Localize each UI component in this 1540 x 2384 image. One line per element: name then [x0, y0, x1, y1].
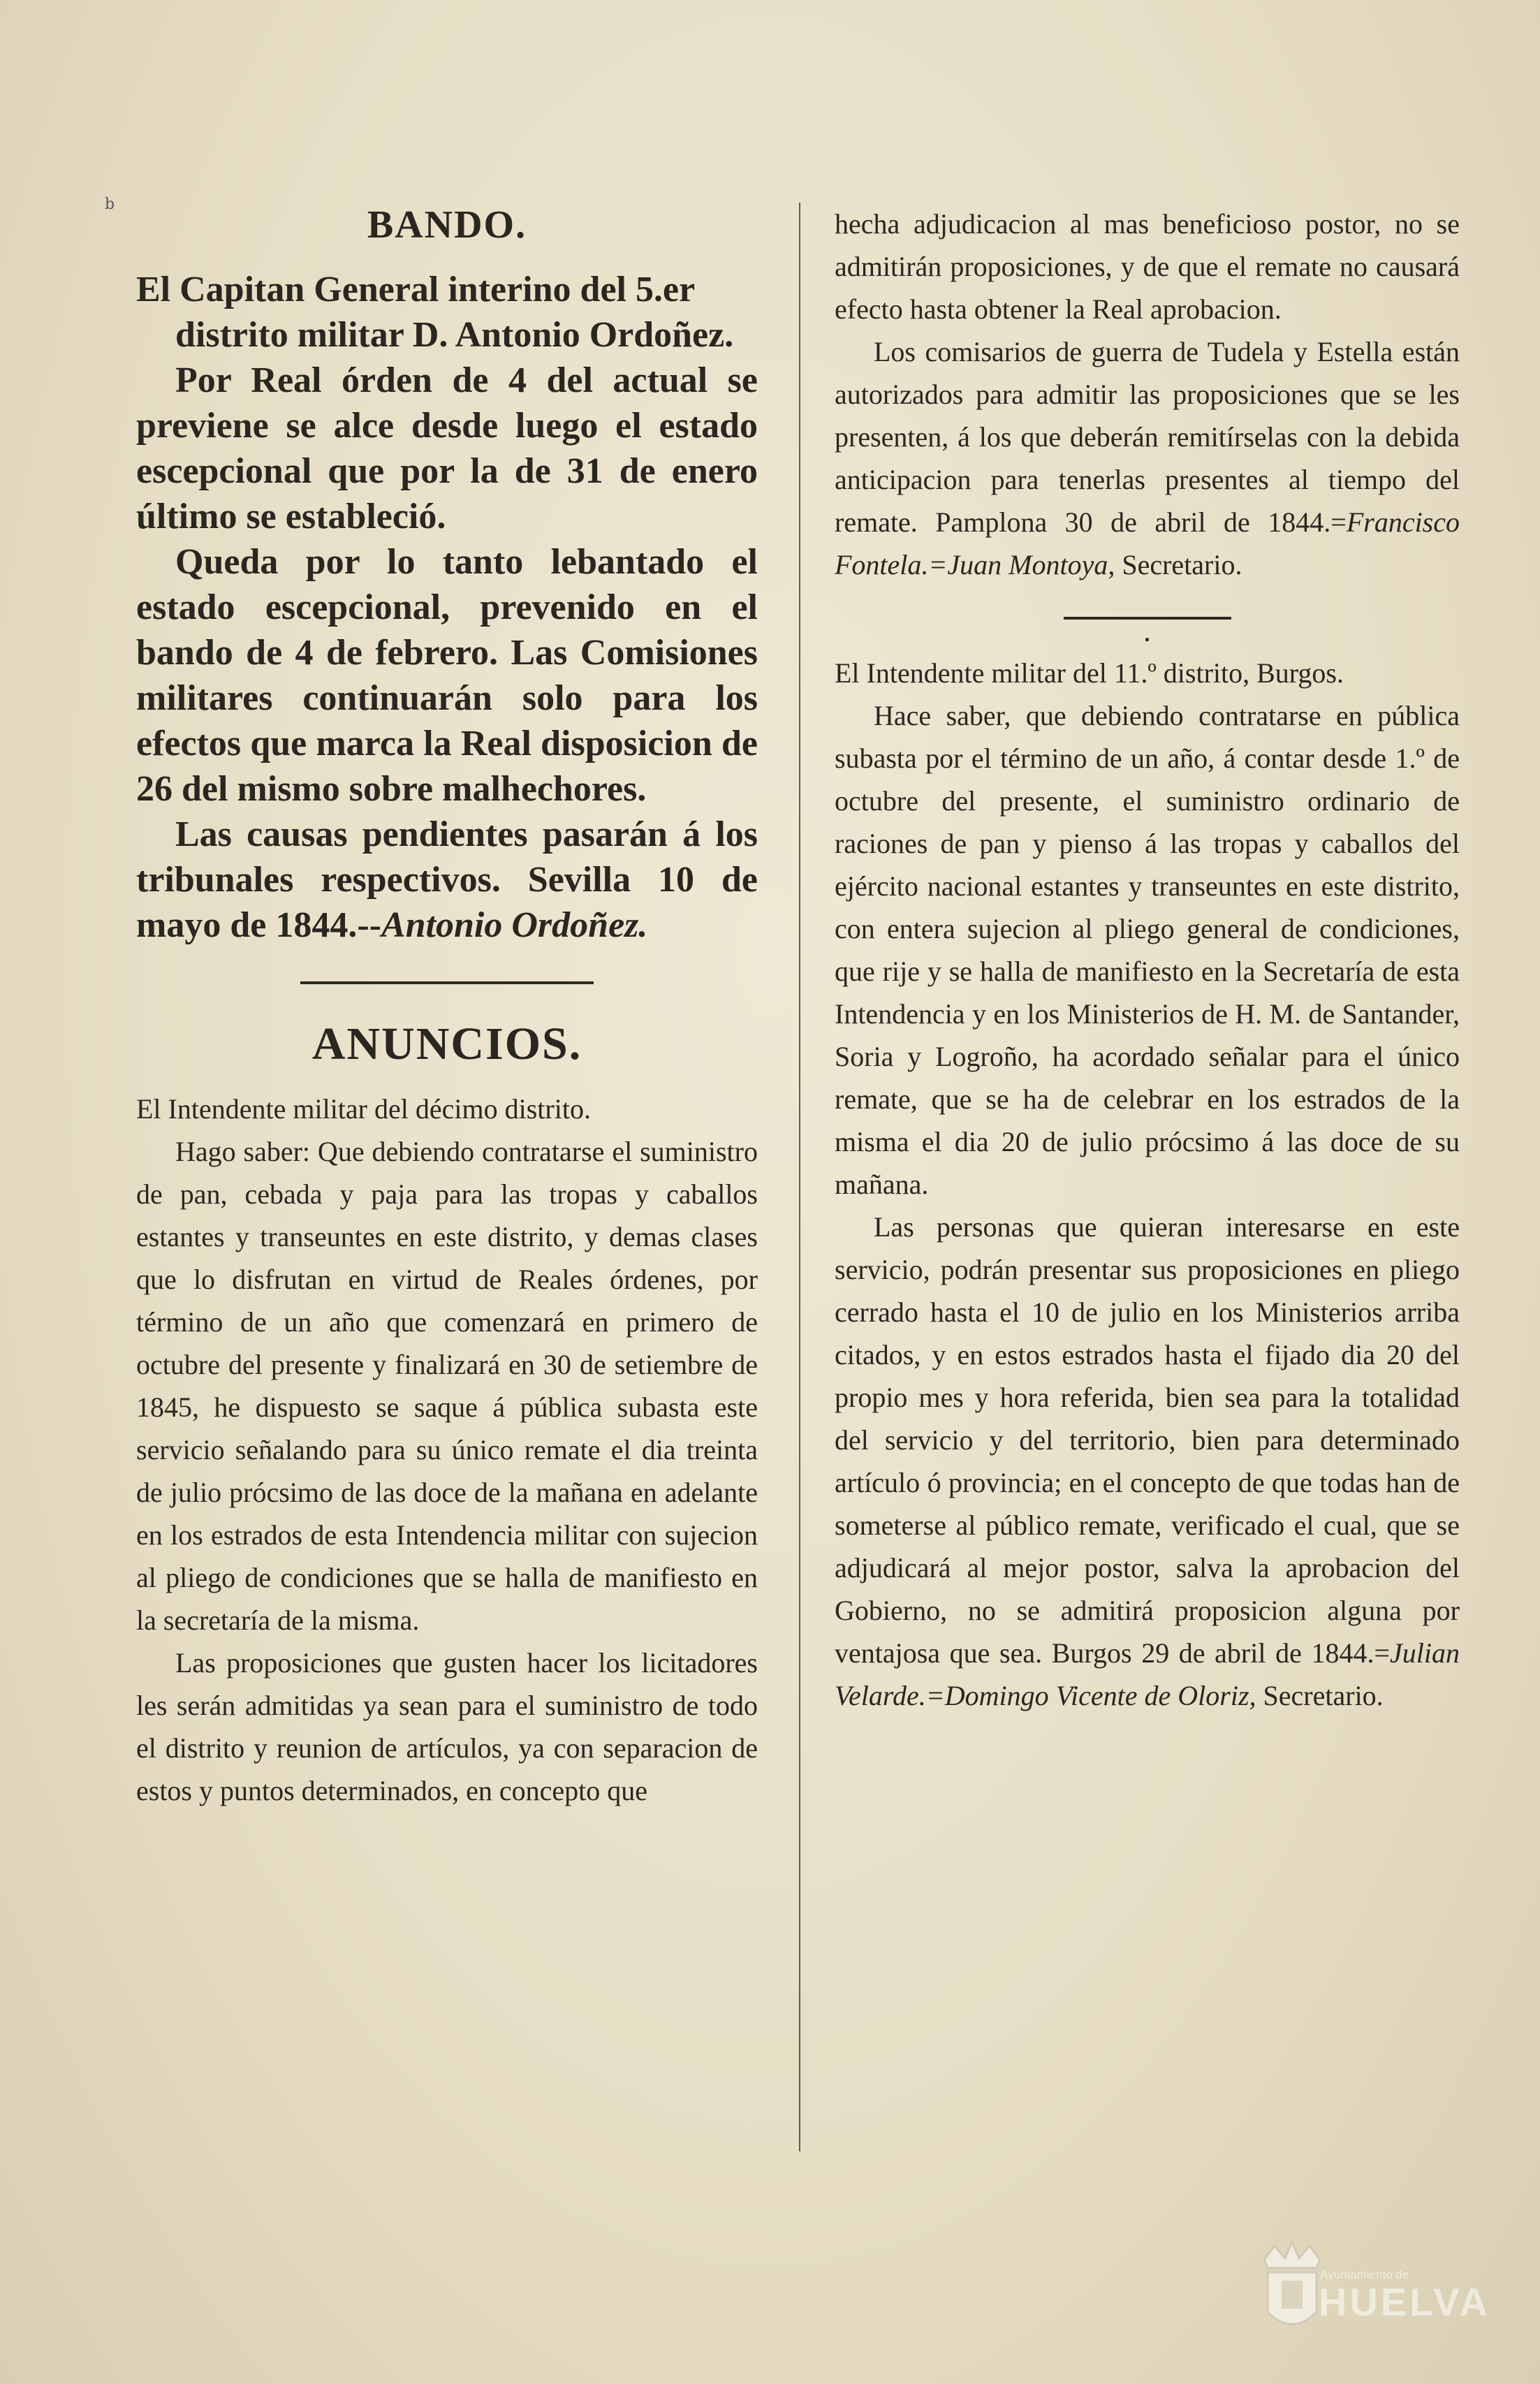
second-notice-role: Secretario. — [1256, 1680, 1384, 1711]
right-column — [835, 203, 1460, 1717]
first-notice-paragraph: Hago saber: Que debiendo contratarse el suministro de pan, cebada y paja para las tropas y caballos estantes y transeuntes en este distrito, y demas clases que lo disfrutan en virtud de Reales órdenes, por término de un año que comenzará en primero de octubre del presente y finalizará en 30 de setiembre de 1845, he dispuesto se saque á pública subasta este servicio señalando para su único remate el dia treinta de julio prócsimo de las doce de la mañana en adelante en los estrados de esta Intendencia militar con sujecion al pliego de condiciones que se halla de manifiesto en la secretaría de la misma. — [136, 1136, 758, 1636]
bando-title: El Capitan General interino del 5.er distrito militar D. Antonio Ordoñez. — [136, 270, 734, 355]
section-rule — [300, 981, 594, 984]
continuation-signatures: Francisco Fontela.=Juan Montoya — [835, 506, 1460, 580]
second-notice-title: El Intendente militar del 11.º distrito, Burgos. — [835, 657, 1344, 689]
page-mark: b — [105, 196, 115, 213]
left-column — [136, 203, 758, 1812]
bando-last-text: Las causas pendientes pasarán á los tribunales respectivos. Sevilla 10 de mayo de 1844.-- — [136, 814, 758, 945]
second-notice-last-paragraph — [835, 1206, 1460, 1717]
watermark-big-text: HUELVA — [1319, 2280, 1490, 2324]
first-notice-title: El Intendente militar del décimo distrito. — [136, 1093, 591, 1125]
bando-paragraph: Queda por lo tanto lebantado el estado escepcional, prevenido en el bando de 4 de febrero. Las Comisiones militares continuarán solo para los efectos que marca la Real disposicion de 26 del mismo sobre malhechores. — [136, 542, 758, 809]
bando-signature: Antonio Ordoñez. — [381, 905, 648, 945]
ornament-dot: • — [1144, 631, 1150, 648]
anuncios-heading: ANUNCIOS. — [311, 1018, 582, 1069]
continuation-closing-text: Los comisarios de guerra de Tudela y Estella están autorizados para admitir las proposiciones que se les presenten, á los que deberán remitírselas con la debida anticipacion para tenerlas presentes al tiempo del remate. Pamplona 30 de abril de 1844.= — [835, 336, 1460, 538]
watermark-small-text: Ayuntamiento de — [1320, 2268, 1409, 2281]
second-notice-paragraph: Hace saber, que debiendo contratarse en pública subasta por el término de un año, á contar desde 1.º de octubre del presente, el suministro ordinario de raciones de pan y pienso á las tropas y caballos del ejército nacional estantes y transeuntes en este distrito, con entera sujecion al pliego general de condiciones, que rije y se halla de manifiesto en la Secretaría de esta Intendencia y en los Ministerios de H. M. de Santander, Soria y Logroño, ha acordado señalar para el único remate, que se ha de celebrar en los estrados de la misma el dia 20 de julio prócsimo á las doce de su mañana. — [835, 700, 1460, 1200]
notice-rule — [1064, 617, 1231, 620]
first-notice-paragraph: Las proposiciones que gusten hacer los licitadores les serán admitidas ya sean para el suministro de todo el distrito y reunion de artículos, ya con separacion de estos y puntos determinados, en concepto que — [136, 1647, 758, 1806]
continuation-paragraph: hecha adjudicacion al mas beneficioso postor, no se admitirán proposiciones, y de que el remate no causará efecto hasta obtener la Real aprobacion. — [835, 208, 1460, 325]
huelva-watermark-logo — [1250, 2239, 1516, 2343]
second-notice-last-text: Las personas que quieran interesarse en este servicio, podrán presentar sus proposiciones en pliego cerrado hasta el 10 de julio en los Ministerios arriba citados, y en estos estrados hasta el fijado dia 20 del propio mes y hora referida, bien sea para la totalidad del servicio y del territorio, bien para determinado artículo ó provincia; en el concepto de que todas han de someterse al público remate, verificado el cual, que se adjudicará al mejor postor, salva la aprobacion del Gobierno, no se admitirá proposicion alguna por ventajosa que sea. Burgos 29 de abril de 1844.= — [835, 1211, 1460, 1669]
bando-heading: BANDO. — [367, 203, 527, 247]
bando-last-paragraph — [136, 812, 758, 948]
column-divider — [799, 203, 800, 2151]
continuation-closing — [835, 330, 1460, 586]
continuation-role: , Secretario. — [1108, 549, 1242, 580]
bando-paragraph: Por Real órden de 4 del actual se previene se alce desde luego el estado escepcional que por la de 31 de enero último se estableció. — [136, 360, 758, 536]
second-notice-signature: Julian Velarde.=Domingo Vicente de Oloriz, — [835, 1637, 1460, 1711]
